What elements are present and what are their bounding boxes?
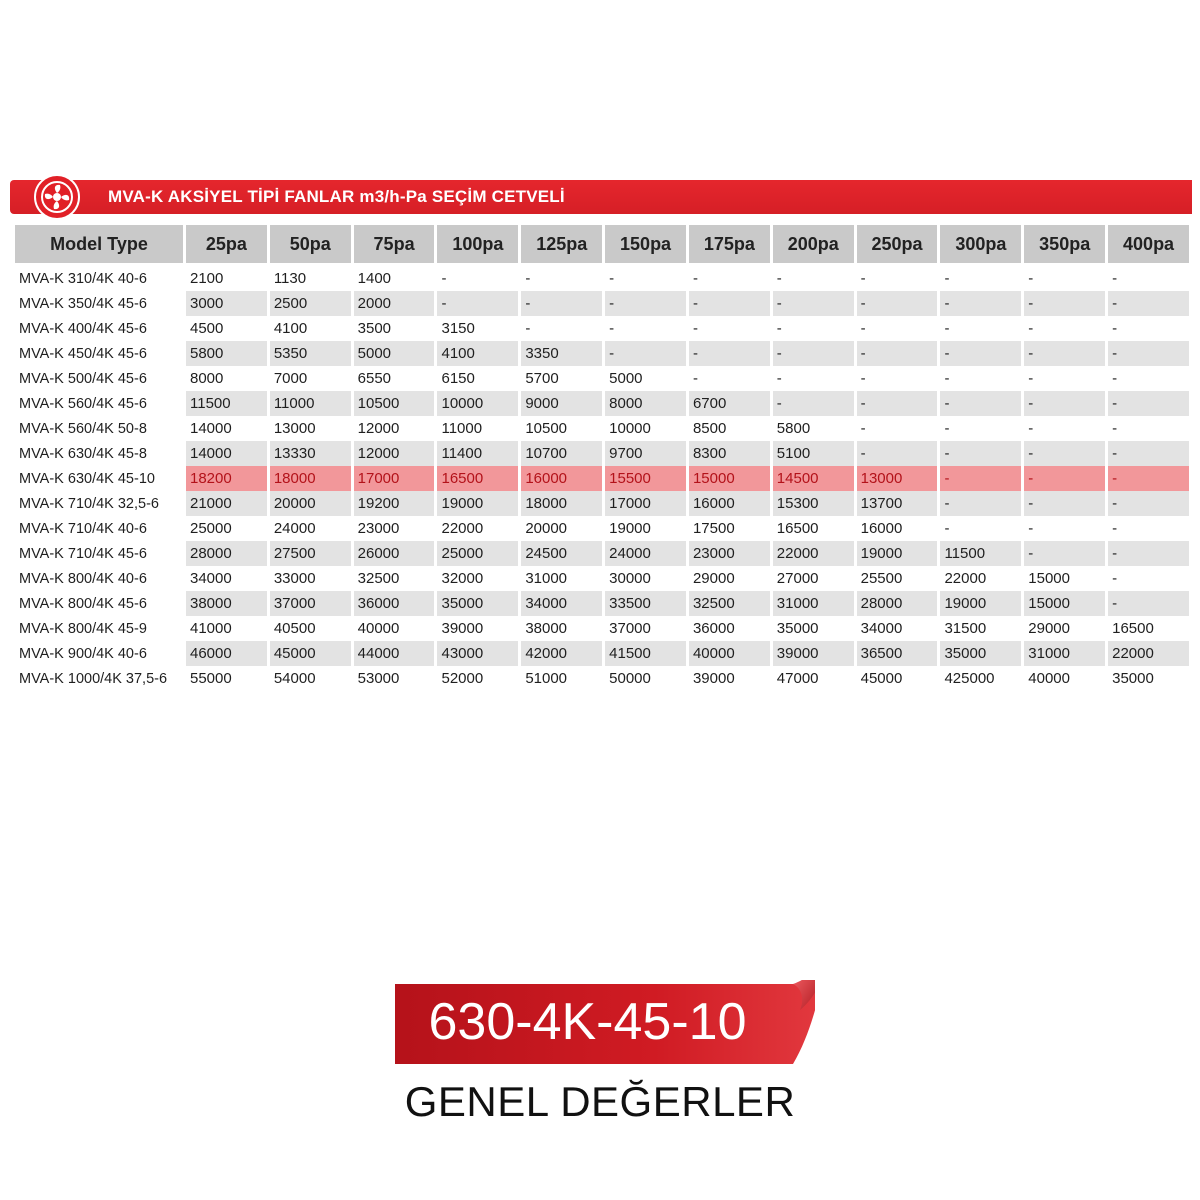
airflow-cell: 11500 — [940, 541, 1021, 566]
airflow-cell: 5350 — [270, 341, 351, 366]
airflow-cell: 25000 — [186, 516, 267, 541]
airflow-cell: 6550 — [354, 366, 435, 391]
header-pressure-250pa: 250pa — [857, 225, 938, 266]
header-row — [15, 225, 1189, 266]
header-pressure-50pa: 50pa — [270, 225, 351, 266]
table-row — [15, 616, 1189, 641]
airflow-cell: 11500 — [186, 391, 267, 416]
airflow-cell: 14500 — [773, 466, 854, 491]
header-pressure-100pa: 100pa — [437, 225, 518, 266]
airflow-cell: - — [605, 266, 686, 291]
airflow-cell: 47000 — [773, 666, 854, 691]
table-row — [15, 391, 1189, 416]
airflow-cell: 35000 — [437, 591, 518, 616]
airflow-cell: 37000 — [270, 591, 351, 616]
model-cell: MVA-K 710/4K 32,5-6 — [15, 491, 183, 516]
airflow-cell: 8000 — [605, 391, 686, 416]
airflow-cell: - — [940, 466, 1021, 491]
header-pressure-75pa: 75pa — [354, 225, 435, 266]
airflow-cell: 2500 — [270, 291, 351, 316]
model-cell: MVA-K 900/4K 40-6 — [15, 641, 183, 666]
model-code-label: 630-4K-45-10 — [428, 993, 747, 1051]
airflow-cell: 13330 — [270, 441, 351, 466]
airflow-cell: - — [521, 316, 602, 341]
airflow-cell: 26000 — [354, 541, 435, 566]
airflow-cell: - — [773, 391, 854, 416]
airflow-cell: 10000 — [605, 416, 686, 441]
airflow-cell: 13700 — [857, 491, 938, 516]
airflow-cell: - — [940, 516, 1021, 541]
airflow-cell: - — [437, 266, 518, 291]
airflow-cell: 45000 — [857, 666, 938, 691]
airflow-cell: 36000 — [689, 616, 770, 641]
airflow-cell: - — [1024, 416, 1105, 441]
airflow-cell: - — [1108, 466, 1189, 491]
airflow-cell: 6700 — [689, 391, 770, 416]
airflow-cell: 31000 — [1024, 641, 1105, 666]
airflow-cell: 20000 — [521, 516, 602, 541]
model-cell: MVA-K 310/4K 40-6 — [15, 266, 183, 291]
model-cell: MVA-K 1000/4K 37,5-6 — [15, 666, 183, 691]
airflow-cell: 33000 — [270, 566, 351, 591]
airflow-cell: 18200 — [186, 466, 267, 491]
airflow-cell: 27000 — [773, 566, 854, 591]
airflow-cell: 5800 — [186, 341, 267, 366]
airflow-cell: 37000 — [605, 616, 686, 641]
airflow-cell: 31000 — [773, 591, 854, 616]
airflow-cell: 16500 — [1108, 616, 1189, 641]
airflow-cell: 17000 — [605, 491, 686, 516]
airflow-cell: - — [1108, 441, 1189, 466]
airflow-cell: 9000 — [521, 391, 602, 416]
airflow-cell: - — [1024, 391, 1105, 416]
header-pressure-150pa: 150pa — [605, 225, 686, 266]
airflow-cell: 425000 — [940, 666, 1021, 691]
airflow-cell: - — [1108, 316, 1189, 341]
airflow-cell: 44000 — [354, 641, 435, 666]
model-cell: MVA-K 630/4K 45-8 — [15, 441, 183, 466]
airflow-cell: 2100 — [186, 266, 267, 291]
airflow-cell: - — [773, 266, 854, 291]
airflow-cell: 19200 — [354, 491, 435, 516]
table-row — [15, 641, 1189, 666]
airflow-cell: 5000 — [354, 341, 435, 366]
airflow-cell: - — [689, 366, 770, 391]
airflow-cell: - — [940, 291, 1021, 316]
airflow-cell: - — [1024, 541, 1105, 566]
airflow-cell: 16000 — [689, 491, 770, 516]
model-cell: MVA-K 800/4K 45-9 — [15, 616, 183, 641]
table-row — [15, 416, 1189, 441]
model-cell: MVA-K 450/4K 45-6 — [15, 341, 183, 366]
table-row — [15, 666, 1189, 691]
airflow-cell: - — [773, 316, 854, 341]
table-row — [15, 516, 1189, 541]
airflow-cell: - — [1024, 491, 1105, 516]
airflow-cell: 10500 — [521, 416, 602, 441]
header-model-type: Model Type — [15, 225, 183, 266]
airflow-cell: 20000 — [270, 491, 351, 516]
airflow-cell: - — [1108, 491, 1189, 516]
airflow-cell: - — [1108, 341, 1189, 366]
airflow-cell: 16500 — [773, 516, 854, 541]
airflow-cell: 39000 — [689, 666, 770, 691]
airflow-cell: - — [1024, 291, 1105, 316]
airflow-cell: 14000 — [186, 441, 267, 466]
table-row — [15, 566, 1189, 591]
airflow-cell: 19000 — [605, 516, 686, 541]
airflow-cell: - — [940, 266, 1021, 291]
airflow-cell: 23000 — [354, 516, 435, 541]
airflow-cell: - — [689, 341, 770, 366]
airflow-cell: - — [689, 291, 770, 316]
airflow-cell: - — [1024, 466, 1105, 491]
airflow-cell: 12000 — [354, 441, 435, 466]
airflow-cell: - — [857, 416, 938, 441]
airflow-cell: 43000 — [437, 641, 518, 666]
header-pressure-400pa: 400pa — [1108, 225, 1189, 266]
airflow-cell: - — [857, 266, 938, 291]
airflow-cell: 11000 — [437, 416, 518, 441]
airflow-cell: - — [605, 341, 686, 366]
airflow-cell: 17000 — [354, 466, 435, 491]
airflow-cell: 40000 — [354, 616, 435, 641]
airflow-cell: 55000 — [186, 666, 267, 691]
airflow-cell: 7000 — [270, 366, 351, 391]
airflow-cell: - — [857, 441, 938, 466]
airflow-cell: 16000 — [857, 516, 938, 541]
model-cell: MVA-K 710/4K 45-6 — [15, 541, 183, 566]
caption-general-values: GENEL DEĞERLER — [404, 1078, 796, 1125]
airflow-cell: 3350 — [521, 341, 602, 366]
airflow-cell: - — [1108, 541, 1189, 566]
airflow-cell: - — [1024, 266, 1105, 291]
airflow-cell: - — [940, 316, 1021, 341]
airflow-cell: 34000 — [521, 591, 602, 616]
airflow-cell: 35000 — [1108, 666, 1189, 691]
airflow-cell: 3150 — [437, 316, 518, 341]
airflow-cell: 28000 — [857, 591, 938, 616]
airflow-cell: 15300 — [773, 491, 854, 516]
airflow-cell: 32500 — [354, 566, 435, 591]
airflow-cell: 21000 — [186, 491, 267, 516]
airflow-cell: 25500 — [857, 566, 938, 591]
header-pressure-200pa: 200pa — [773, 225, 854, 266]
airflow-cell: 1400 — [354, 266, 435, 291]
airflow-cell: 38000 — [521, 616, 602, 641]
airflow-cell: - — [1108, 416, 1189, 441]
airflow-cell: 53000 — [354, 666, 435, 691]
airflow-cell: - — [1108, 366, 1189, 391]
airflow-cell: 42000 — [521, 641, 602, 666]
airflow-cell: 33500 — [605, 591, 686, 616]
banner-title: MVA-K AKSİYEL TİPİ FANLAR m3/h-Pa SEÇİM CETVELİ — [108, 187, 565, 206]
airflow-cell: 50000 — [605, 666, 686, 691]
airflow-cell: 10000 — [437, 391, 518, 416]
header-pressure-350pa: 350pa — [1024, 225, 1105, 266]
airflow-cell: 31500 — [940, 616, 1021, 641]
airflow-cell: 25000 — [437, 541, 518, 566]
airflow-cell: 10700 — [521, 441, 602, 466]
airflow-cell: 5800 — [773, 416, 854, 441]
airflow-cell: 19000 — [857, 541, 938, 566]
model-cell: MVA-K 500/4K 45-6 — [15, 366, 183, 391]
airflow-cell: 16500 — [437, 466, 518, 491]
table-row — [15, 591, 1189, 616]
airflow-cell: - — [1024, 516, 1105, 541]
airflow-cell: 2000 — [354, 291, 435, 316]
airflow-cell: - — [1024, 441, 1105, 466]
airflow-cell: 28000 — [186, 541, 267, 566]
table-row — [15, 366, 1189, 391]
airflow-cell: 46000 — [186, 641, 267, 666]
airflow-cell: 4500 — [186, 316, 267, 341]
airflow-cell: 9700 — [605, 441, 686, 466]
airflow-cell: 36000 — [354, 591, 435, 616]
airflow-cell: 8000 — [186, 366, 267, 391]
airflow-cell: - — [521, 266, 602, 291]
airflow-cell: 5100 — [773, 441, 854, 466]
airflow-cell: - — [1108, 266, 1189, 291]
airflow-cell: 52000 — [437, 666, 518, 691]
model-cell: MVA-K 710/4K 40-6 — [15, 516, 183, 541]
airflow-cell: - — [940, 491, 1021, 516]
airflow-cell: - — [1108, 566, 1189, 591]
airflow-cell: 22000 — [1108, 641, 1189, 666]
model-cell: MVA-K 800/4K 40-6 — [15, 566, 183, 591]
model-cell: MVA-K 630/4K 45-10 — [15, 466, 183, 491]
airflow-cell: 40000 — [689, 641, 770, 666]
airflow-cell: 1130 — [270, 266, 351, 291]
table-row — [15, 441, 1189, 466]
airflow-cell: 3500 — [354, 316, 435, 341]
header-pressure-300pa: 300pa — [940, 225, 1021, 266]
airflow-cell: 31000 — [521, 566, 602, 591]
airflow-cell: - — [773, 341, 854, 366]
airflow-cell: 38000 — [186, 591, 267, 616]
airflow-cell: - — [940, 391, 1021, 416]
airflow-cell: 16000 — [521, 466, 602, 491]
airflow-cell: 15000 — [1024, 591, 1105, 616]
airflow-cell: 5000 — [605, 366, 686, 391]
airflow-cell: - — [437, 291, 518, 316]
table-row — [15, 316, 1189, 341]
airflow-cell: 15000 — [689, 466, 770, 491]
airflow-cell: 22000 — [437, 516, 518, 541]
airflow-cell: 8300 — [689, 441, 770, 466]
airflow-cell: - — [1108, 391, 1189, 416]
airflow-cell: 35000 — [773, 616, 854, 641]
model-cell: MVA-K 560/4K 50-8 — [15, 416, 183, 441]
airflow-cell: - — [773, 291, 854, 316]
airflow-cell: 15000 — [1024, 566, 1105, 591]
airflow-cell: 11400 — [437, 441, 518, 466]
model-cell: MVA-K 560/4K 45-6 — [15, 391, 183, 416]
model-cell: MVA-K 400/4K 45-6 — [15, 316, 183, 341]
airflow-cell: 22000 — [940, 566, 1021, 591]
airflow-cell: - — [940, 341, 1021, 366]
header-pressure-25pa: 25pa — [186, 225, 267, 266]
airflow-cell: 39000 — [773, 641, 854, 666]
airflow-cell: - — [521, 291, 602, 316]
airflow-cell: 13000 — [857, 466, 938, 491]
airflow-cell: 29000 — [1024, 616, 1105, 641]
airflow-cell: 32000 — [437, 566, 518, 591]
airflow-cell: 4100 — [270, 316, 351, 341]
airflow-cell: 40000 — [1024, 666, 1105, 691]
airflow-cell: 45000 — [270, 641, 351, 666]
airflow-cell: 19000 — [437, 491, 518, 516]
airflow-cell: - — [857, 316, 938, 341]
airflow-cell: 11000 — [270, 391, 351, 416]
table-row — [15, 291, 1189, 316]
airflow-cell: - — [605, 316, 686, 341]
title-banner — [10, 180, 1192, 214]
airflow-cell: - — [1024, 341, 1105, 366]
airflow-cell: 18000 — [521, 491, 602, 516]
airflow-cell: 54000 — [270, 666, 351, 691]
airflow-cell: 24000 — [605, 541, 686, 566]
airflow-cell: 13000 — [270, 416, 351, 441]
airflow-cell: - — [605, 291, 686, 316]
airflow-cell: - — [857, 391, 938, 416]
airflow-cell: 29000 — [689, 566, 770, 591]
airflow-cell: 24000 — [270, 516, 351, 541]
airflow-cell: - — [857, 341, 938, 366]
airflow-cell: 10500 — [354, 391, 435, 416]
airflow-cell: - — [940, 416, 1021, 441]
airflow-cell: 15500 — [605, 466, 686, 491]
airflow-cell: 32500 — [689, 591, 770, 616]
airflow-cell: 8500 — [689, 416, 770, 441]
airflow-cell: 4100 — [437, 341, 518, 366]
airflow-cell: - — [940, 441, 1021, 466]
airflow-cell: 41500 — [605, 641, 686, 666]
table-row — [15, 266, 1189, 291]
airflow-cell: - — [857, 366, 938, 391]
airflow-cell: 41000 — [186, 616, 267, 641]
airflow-cell: 17500 — [689, 516, 770, 541]
header-pressure-125pa: 125pa — [521, 225, 602, 266]
airflow-cell: 5700 — [521, 366, 602, 391]
airflow-cell: 30000 — [605, 566, 686, 591]
airflow-cell: 18000 — [270, 466, 351, 491]
model-cell: MVA-K 350/4K 45-6 — [15, 291, 183, 316]
airflow-cell: - — [689, 316, 770, 341]
airflow-cell: - — [1108, 591, 1189, 616]
airflow-cell: - — [689, 266, 770, 291]
airflow-cell: 3000 — [186, 291, 267, 316]
selection-table — [12, 225, 1192, 691]
table-row — [15, 341, 1189, 366]
fan-logo-icon — [34, 174, 80, 220]
table-row — [15, 491, 1189, 516]
airflow-cell: - — [940, 366, 1021, 391]
airflow-cell: 36500 — [857, 641, 938, 666]
airflow-cell: 34000 — [186, 566, 267, 591]
airflow-cell: - — [773, 366, 854, 391]
airflow-cell: 34000 — [857, 616, 938, 641]
airflow-cell: 39000 — [437, 616, 518, 641]
table-row — [15, 541, 1189, 566]
airflow-cell: 51000 — [521, 666, 602, 691]
airflow-cell: 27500 — [270, 541, 351, 566]
model-cell: MVA-K 800/4K 45-6 — [15, 591, 183, 616]
header-pressure-175pa: 175pa — [689, 225, 770, 266]
airflow-cell: - — [857, 291, 938, 316]
airflow-cell: 40500 — [270, 616, 351, 641]
airflow-cell: 14000 — [186, 416, 267, 441]
airflow-cell: 12000 — [354, 416, 435, 441]
airflow-cell: 19000 — [940, 591, 1021, 616]
airflow-cell: 23000 — [689, 541, 770, 566]
airflow-cell: 22000 — [773, 541, 854, 566]
airflow-cell: - — [1108, 516, 1189, 541]
airflow-cell: - — [1024, 316, 1105, 341]
table-row-highlighted — [15, 466, 1189, 491]
airflow-cell: - — [1108, 291, 1189, 316]
airflow-cell: 35000 — [940, 641, 1021, 666]
airflow-cell: 24500 — [521, 541, 602, 566]
airflow-cell: - — [1024, 366, 1105, 391]
airflow-cell: 6150 — [437, 366, 518, 391]
